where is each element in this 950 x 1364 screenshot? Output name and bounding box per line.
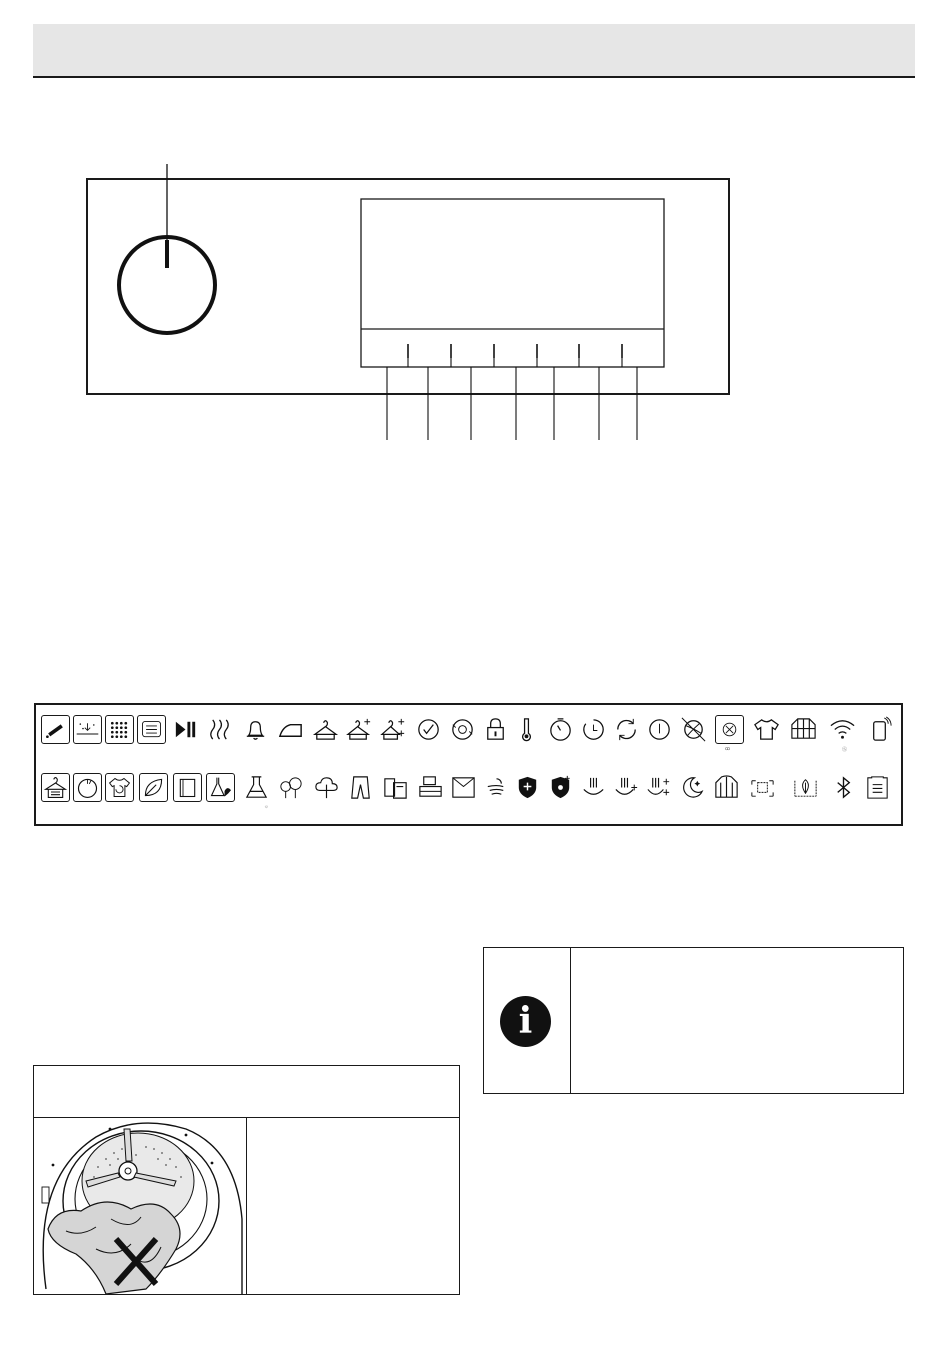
- play-pause-icon: [171, 715, 200, 744]
- rinse-aid-icon: [41, 715, 70, 744]
- info-note-box: [483, 947, 904, 1094]
- wool-icon: [679, 715, 708, 744]
- control-panel-diagram: [0, 0, 950, 450]
- info-divider: [570, 948, 571, 1093]
- bluetooth-icon: [829, 773, 858, 802]
- outdoor-jacket-icon: [712, 773, 741, 802]
- hanger-icon: [311, 715, 340, 744]
- anti-crease-icon: [73, 715, 102, 744]
- hanger-plus-icon: [345, 715, 374, 744]
- hanger-double-plus-icon: [380, 715, 409, 744]
- eco-leaf-icon: [139, 773, 168, 802]
- bedding-icon: [416, 773, 445, 802]
- wash-card-icon: [863, 773, 892, 802]
- jeans-icon: [346, 773, 375, 802]
- steam-icon: [205, 715, 234, 744]
- phone-icon: [865, 715, 894, 744]
- delay-icon: [579, 715, 608, 744]
- flask-heart-icon: [206, 773, 235, 802]
- box-shirt-icon: [449, 773, 478, 802]
- drop-plus-icon: [612, 773, 641, 802]
- cloud-tree-icon: [312, 773, 341, 802]
- bell-icon: [241, 715, 270, 744]
- leaf-box-icon: [791, 773, 820, 802]
- power-icon: [645, 715, 674, 744]
- info-icon: i: [500, 996, 551, 1047]
- shield-plus-icon: [513, 773, 542, 802]
- night-icon: [677, 773, 706, 802]
- clean-drum-icon: [448, 715, 477, 744]
- callout-lines: [387, 358, 664, 440]
- drop-double-plus-icon: [645, 773, 674, 802]
- display-window: [361, 199, 664, 367]
- wifi-icon: [828, 715, 857, 744]
- mixed-clothes-icon: [381, 773, 410, 802]
- no-spin-icon: [715, 715, 744, 744]
- shirt-icon: [752, 715, 781, 744]
- menu-lines-icon: [137, 715, 166, 744]
- shirt-refresh-icon: [105, 773, 134, 802]
- symbols-table: ꝏ Ⓢ ☼: [34, 703, 903, 826]
- hanger-dry-icon: [41, 773, 70, 802]
- check-icon: [414, 715, 443, 744]
- lock-icon: [481, 715, 510, 744]
- jacket-icon: [789, 715, 818, 744]
- shield-star-icon: [546, 773, 575, 802]
- quick-icon: [73, 773, 102, 802]
- iron-icon: [276, 715, 305, 744]
- towel-icon: [173, 773, 202, 802]
- warning-box: [33, 1065, 460, 1295]
- grid-arrows-icon: [748, 773, 777, 802]
- refresh-icon: [612, 715, 641, 744]
- warning-column-divider: [246, 1117, 247, 1295]
- trees-icon: [276, 773, 305, 802]
- fan-icon: [482, 773, 511, 802]
- drum-overload-illustration: [36, 1119, 244, 1294]
- thermometer-icon: [512, 715, 541, 744]
- dots-grid-icon: [105, 715, 134, 744]
- timer-icon: [546, 715, 575, 744]
- flask-icon: [242, 773, 271, 802]
- display-buttons: [408, 344, 622, 358]
- drop-icon: [579, 773, 608, 802]
